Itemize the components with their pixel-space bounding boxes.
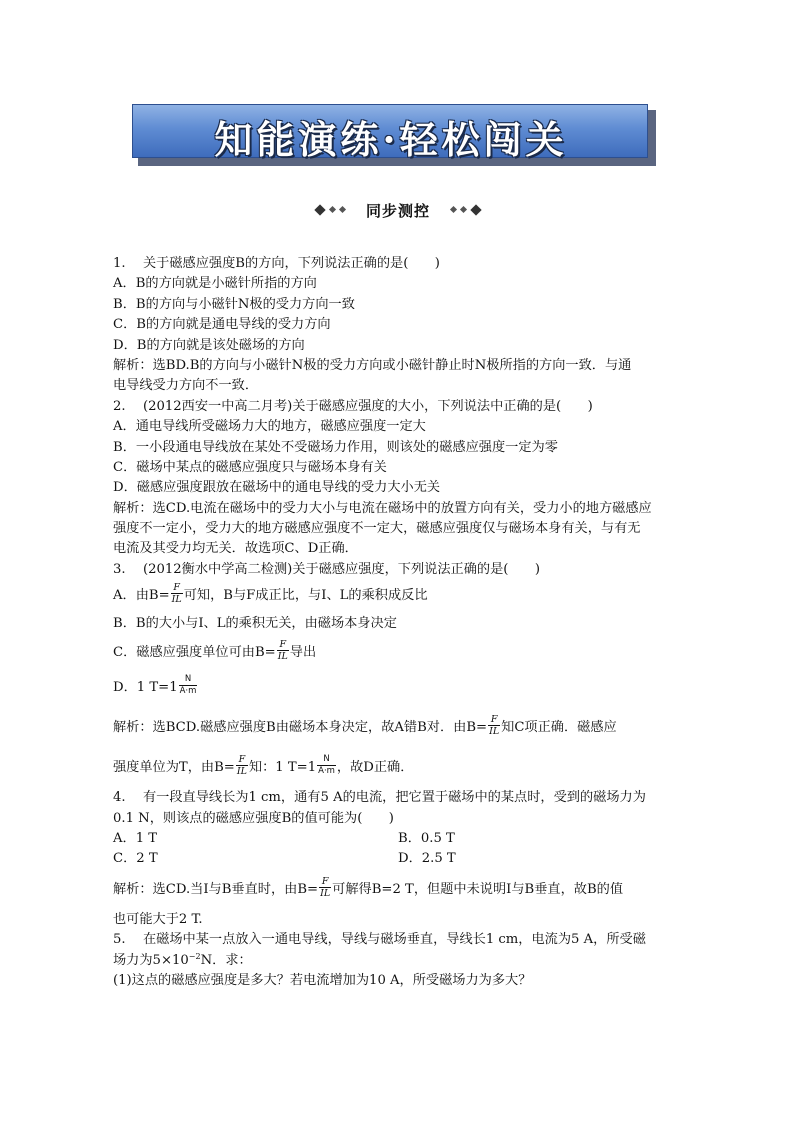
fraction-n-over-am	[317, 754, 336, 777]
q5-stem-text: 场力为5×10	[113, 952, 189, 968]
q1-stem: 1. 关于磁感应强度B的方向，下列说法正确的是( )	[113, 256, 440, 271]
q5-stem	[113, 951, 683, 971]
fraction-denominator: A·m	[318, 766, 335, 777]
fraction-numerator: F	[277, 639, 289, 651]
diamond-icon	[470, 204, 481, 215]
diamond-icon	[460, 206, 467, 213]
fraction-numerator: N	[317, 754, 336, 766]
q4-analysis: 也可能大于2 T.	[113, 911, 203, 927]
q4-analysis	[113, 870, 683, 910]
fraction-denominator: IL	[320, 887, 331, 899]
q4-option-a: A．1 T	[113, 831, 158, 847]
fraction-numerator: F	[319, 876, 331, 888]
fraction-numerator: F	[236, 754, 248, 766]
question-list	[113, 254, 683, 991]
q2-analysis: 强度不一定小，受力大的地方磁感应强度不一定大，磁感应强度仅与磁场本身有关，与有无	[113, 521, 641, 537]
q4-stem: 4. 有一段直导线长为1 cm，通有5 A的电流，把它置于磁场中的某点时，受到的磁场力为	[113, 790, 646, 806]
q2-option-b: B．一小段通电导线放在某处不受磁场力作用，则该处的磁感应强度一定为零	[113, 439, 558, 455]
q3-option-a-text: A．由B=	[113, 588, 170, 604]
q4-options-row	[113, 849, 683, 869]
q3-analysis	[113, 748, 683, 788]
q4-option-d: D．2.5 T	[398, 851, 456, 867]
fraction-f-over-il	[236, 754, 248, 777]
q3-analysis-text: ，故D正确．	[336, 760, 414, 776]
q3-analysis-text: 知：1 T=1	[248, 760, 317, 776]
q2-analysis: 电流及其受力均无关．故选项C、D正确．	[113, 541, 358, 557]
q2-option-d: D．磁感应强度跟放在磁场中的通电导线的受力大小无关	[113, 480, 441, 496]
fraction-denominator: IL	[489, 726, 500, 738]
fraction-f-over-il	[319, 876, 331, 899]
banner-box	[132, 104, 648, 162]
fraction-f-over-il	[488, 714, 500, 737]
q1-option-b: B．B的方向与小磁针N极的受力方向一致	[113, 296, 355, 312]
fraction-numerator: F	[171, 582, 183, 594]
q4-options-row	[113, 829, 683, 849]
q1-analysis: 解析：选BD.B的方向与小磁针N极的受力方向或小磁针静止时N极所指的方向一致．与通	[113, 357, 632, 373]
q1-option-d: D．B的方向就是该处磁场的方向	[113, 337, 305, 353]
q2-stem: 2. (2012西安一中高二月考)关于磁感应强度的大小，下列说法中正确的是( )	[113, 398, 593, 414]
q3-option-d	[113, 668, 683, 708]
q2-analysis: 解析：选CD.电流在磁场中的受力大小与电流在磁场中的放置方向有关，受力小的地方磁感应	[113, 500, 652, 516]
q3-option-a-text: 可知，B与F成正比，与I、L的乘积成反比	[183, 588, 428, 604]
fraction-n-over-am	[179, 674, 198, 697]
diamond-icon	[450, 206, 457, 213]
q1-option-a: A．B的方向就是小磁针所指的方向	[113, 276, 317, 292]
section-title: 同步测控	[365, 202, 430, 220]
q4-analysis-text: 解析：选CD.当I与B垂直时，由B=	[113, 881, 319, 897]
q2-option-c: C．磁场中某点的磁感应强度只与磁场本身有关	[113, 459, 387, 475]
section-divider	[0, 200, 794, 220]
q3-analysis-text: 知C项正确．磁感应	[501, 720, 617, 736]
diamond-icon	[339, 206, 346, 213]
q3-option-a	[113, 580, 683, 611]
fraction-denominator: IL	[236, 766, 247, 778]
title-banner	[132, 104, 656, 166]
fraction-numerator: N	[179, 674, 198, 686]
q3-analysis-text: 解析：选BCD.磁感应强度B由磁场本身决定，故A错B对．由B=	[113, 720, 488, 736]
diamond-icon	[329, 206, 336, 213]
banner-title: 知能演练·轻松闯关	[214, 117, 568, 162]
q3-option-d-text: D．1 T=1	[113, 680, 178, 696]
q3-option-c-text: 导出	[289, 645, 317, 661]
q5-exponent: −2	[188, 951, 201, 961]
fraction-numerator: F	[488, 714, 500, 726]
q3-analysis-text: 强度单位为T，由B=	[113, 760, 235, 776]
q4-option-b: B．0.5 T	[398, 831, 455, 847]
q4-analysis-text: 可解得B=2 T，但题中未说明I与B垂直，故B的值	[332, 881, 624, 897]
fraction-f-over-il	[277, 639, 289, 662]
q3-stem: 3. (2012衡水中学高二检测)关于磁感应强度，下列说法正确的是( )	[113, 561, 540, 577]
fraction-f-over-il	[171, 582, 183, 605]
q5-stem-text: N．求：	[200, 952, 252, 968]
q5-subquestion-1: (1)这点的磁感应强度是多大？若电流增加为10 A，所受磁场力为多大？	[113, 972, 532, 988]
q5-stem: 5. 在磁场中某一点放入一通电导线，导线与磁场垂直，导线长1 cm，电流为5 A，所受磁	[113, 932, 646, 948]
fraction-denominator: IL	[171, 594, 182, 606]
q3-option-c	[113, 637, 683, 668]
q3-option-c-text: C．磁感应强度单位可由B=	[113, 645, 276, 661]
q4-option-c: C．2 T	[113, 851, 158, 867]
diamond-icon	[314, 204, 325, 215]
q3-option-b: B．B的大小与I、L的乘积无关，由磁场本身决定	[113, 616, 397, 632]
q3-analysis	[113, 708, 683, 748]
q1-analysis: 电导线受力方向不一致．	[113, 378, 259, 394]
q4-stem: 0.1 N，则该点的磁感应强度B的值可能为( )	[113, 810, 394, 826]
fraction-denominator: A·m	[179, 686, 197, 697]
fraction-denominator: IL	[277, 651, 288, 663]
q2-option-a: A．通电导线所受磁场力大的地方，磁感应强度一定大	[113, 419, 426, 435]
q1-option-c: C．B的方向就是通电导线的受力方向	[113, 317, 331, 333]
